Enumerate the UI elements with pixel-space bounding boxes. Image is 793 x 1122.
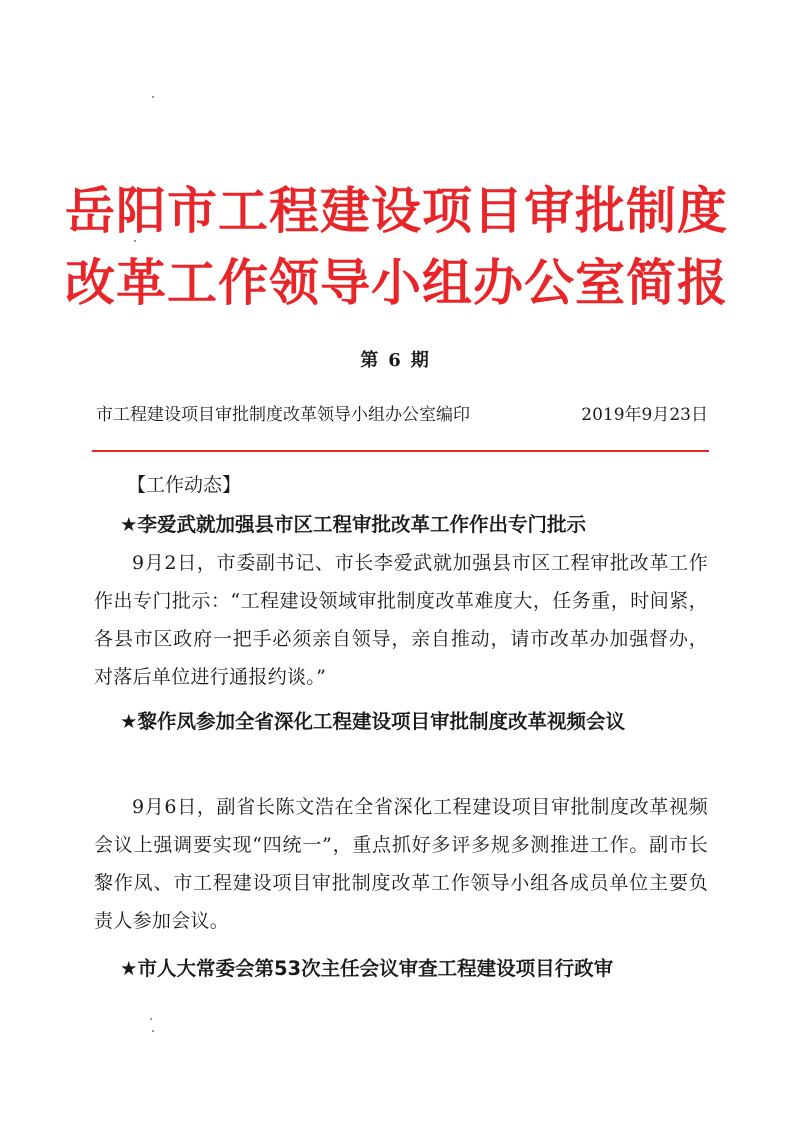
article-2-body: 9月6日，副省长陈文浩在全省深化工程建设项目审批制度改革视频会议上强调要实现“四统一”，重点抓好多评多规多测推进工作。副市长黎作凤、市工程建设项目审批制度改革工作领导小组各成员单位主要负责人参加会议。: [94, 796, 708, 932]
scan-speck: [134, 240, 136, 242]
scan-speck: [152, 1030, 154, 1032]
red-divider-rule: [92, 450, 709, 452]
masthead-title-line-2: 改革工作领导小组办公室简报: [65, 253, 728, 312]
publisher: 市工程建设项目审批制度改革领导小组办公室编印: [96, 405, 470, 425]
scan-speck: [152, 96, 154, 98]
article-2-headline: ★黎作凤参加全省深化工程建设项目审批制度改革视频会议: [120, 710, 625, 733]
issue-prefix: 第: [360, 350, 383, 371]
masthead-title-line-1: 岳阳市工程建设项目审批制度: [65, 181, 728, 240]
issue-value: 6: [388, 350, 405, 371]
issue-suffix: 期: [410, 350, 433, 371]
publication-meta: [96, 400, 708, 425]
publication-date: 2019年9月23日: [581, 405, 708, 425]
article-1-body: 9月2日，市委副书记、市长李爱武就加强县市区工程审批改革工作作出专门批示：“工程建设领域审批制度改革难度大，任务重，时间紧，各县市区政府一把手必须亲自领导，亲自推动，请市改革办加强督办，对落后单位进行通报约谈。”: [94, 552, 708, 688]
article-1-headline: ★李爱武就加强县市区工程审批改革工作作出专门批示: [120, 513, 586, 536]
section-tag: 【工作动态】: [127, 474, 242, 496]
issue-number: [0, 346, 793, 372]
scan-speck: [150, 1018, 152, 1020]
article-3-headline: ★市人大常委会第53次主任会议审查工程建设项目行政审: [120, 957, 614, 980]
